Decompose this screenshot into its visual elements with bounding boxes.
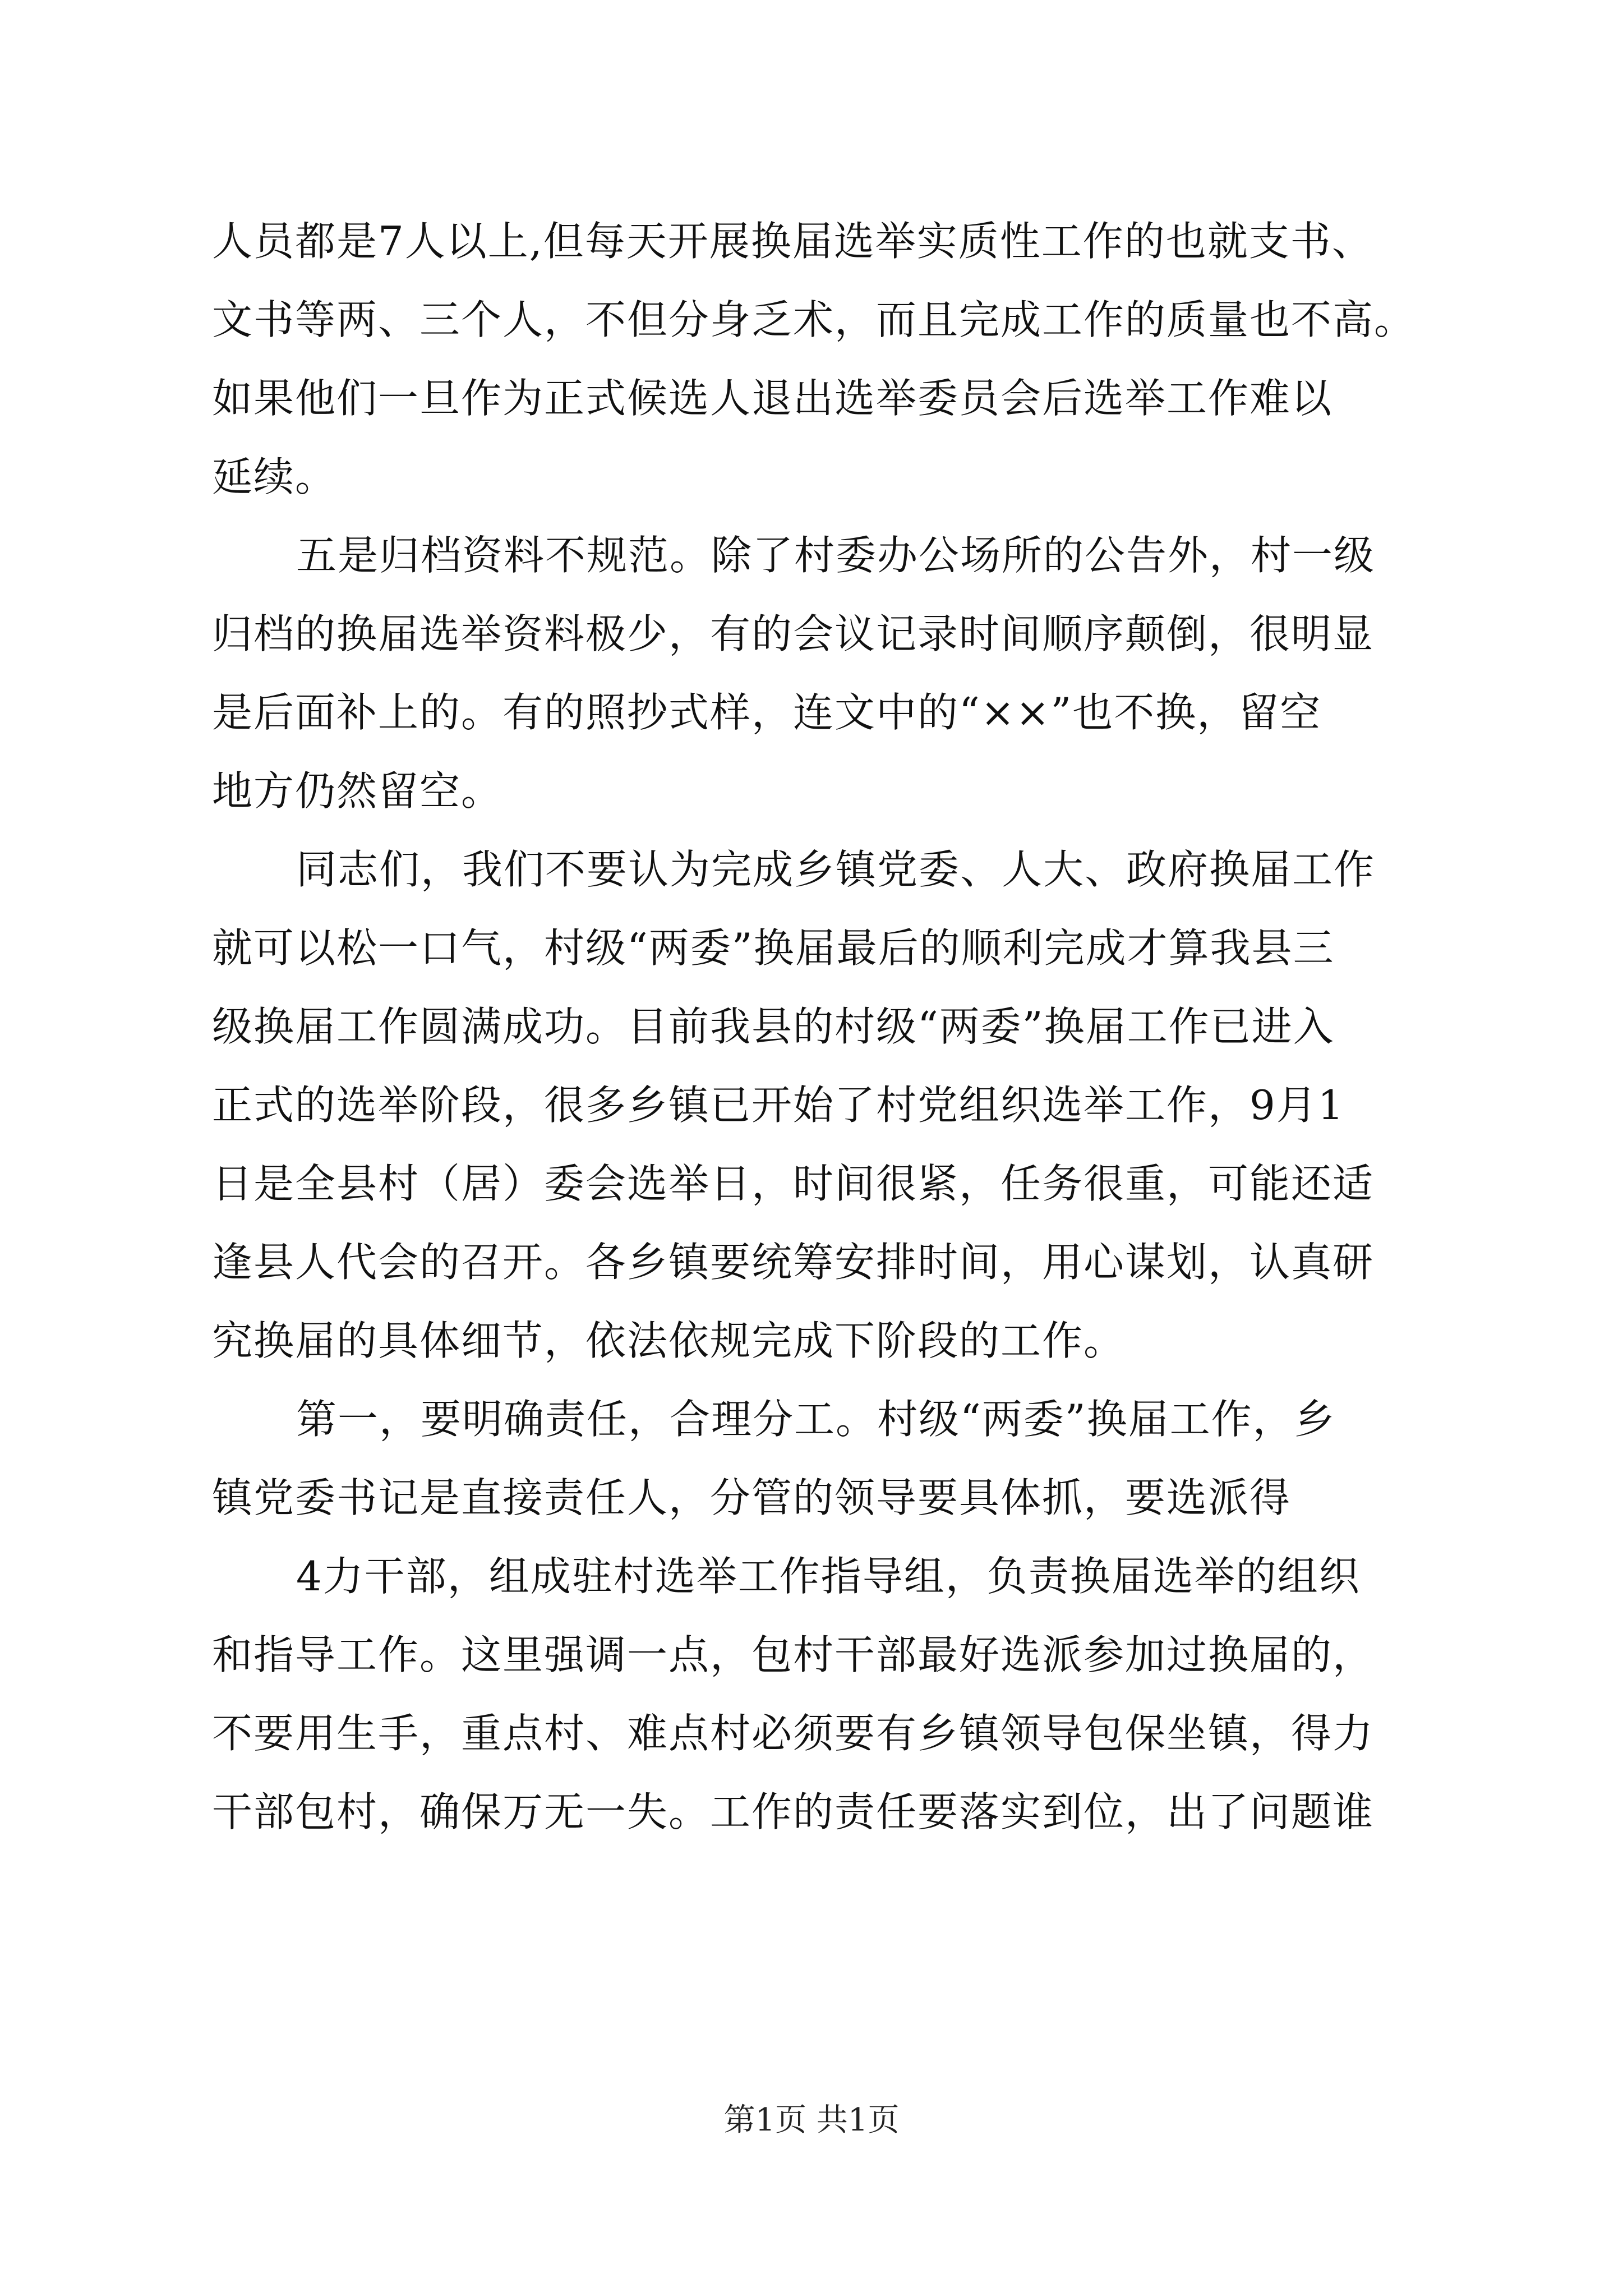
document-body [212,202,1418,1851]
text-line: 第一，要明确责任，合理分工。村级“两委”换届工作，乡 [296,1396,1336,1443]
text-line: 延续。 [212,453,337,500]
text-line: 逢县人代会的召开。各乡镇要统筹安排时间，用心谋划，认真研 [212,1239,1375,1286]
text-line: 正式的选举阶段，很多乡镇已开始了村党组织选举工作，9月1 [212,1082,1345,1129]
text-line: 是后面补上的。有的照抄式样，连文中的“××”也不换，留空 [212,689,1322,736]
text-line: 文书等两、三个人，不但分身乏术，而且完成工作的质量也不高。 [212,296,1416,343]
text-line: 五是归档资料不规范。除了村委办公场所的公告外，村一级 [296,532,1376,579]
text-line: 和指导工作。这里强调一点，包村干部最好选派参加过换届的， [212,1631,1375,1678]
text-line: 地方仍然留空。 [212,767,503,815]
text-line: 就可以松一口气，村级“两委”换届最后的顺利完成才算我县三 [212,924,1335,972]
text-line: 4力干部，组成驻村选举工作指导组，负责换届选举的组织 [296,1553,1361,1600]
text-line: 人员都是7人以上,但每天开展换届选举实质性工作的也就支书、 [212,218,1373,265]
text-line: 镇党委书记是直接责任人，分管的领导要具体抓，要选派得 [212,1474,1292,1521]
text-line: 级换届工作圆满成功。目前我县的村级“两委”换届工作已进入 [212,1003,1335,1050]
text-line: 不要用生手，重点村、难点村必须要有乡镇领导包保坐镇，得力 [212,1710,1375,1757]
page-footer: 第1页 共1页 [723,2102,900,2138]
text-line: 归档的换届选举资料极少，有的会议记录时间顺序颠倒，很明显 [212,610,1375,657]
text-line: 究换届的具体细节，依法依规完成下阶段的工作。 [212,1317,1126,1364]
text-line: 干部包村，确保万无一失。工作的责任要落实到位，出了问题谁 [212,1788,1375,1835]
text-line: 同志们，我们不要认为完成乡镇党委、人大、政府换届工作 [296,846,1376,893]
text-line: 日是全县村（居）委会选举日，时间很紧，任务很重，可能还适 [212,1160,1375,1207]
text-line: 如果他们一旦作为正式候选人退出选举委员会后选举工作难以 [212,375,1333,422]
